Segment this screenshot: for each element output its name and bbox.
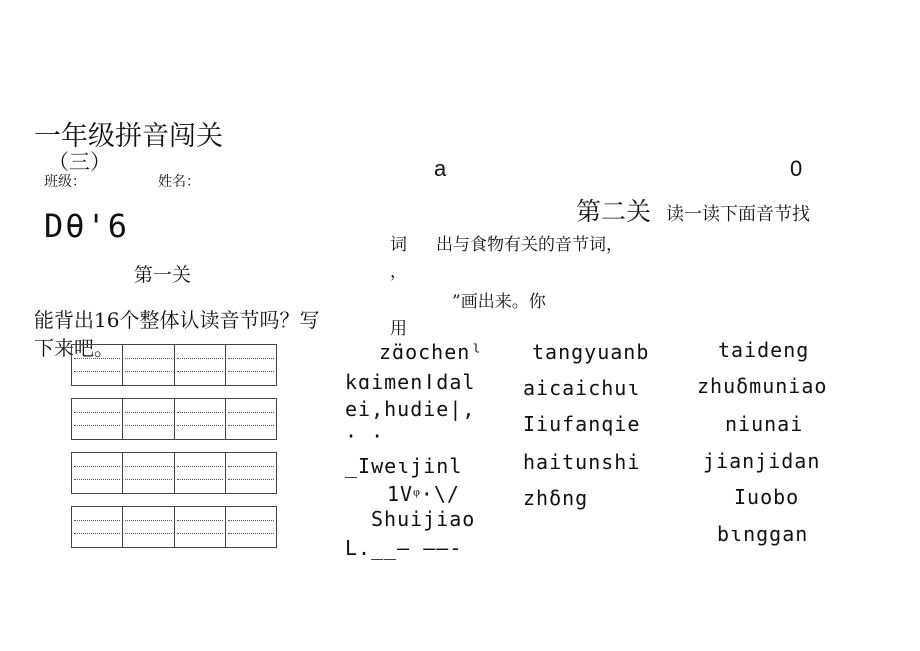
pinyin-word[interactable]: jianjidan xyxy=(703,449,821,473)
page-subtitle: （三） xyxy=(48,150,111,174)
writing-grid-row[interactable] xyxy=(71,506,277,548)
pinyin-word[interactable]: tangyuanb xyxy=(532,340,650,364)
writing-cell[interactable] xyxy=(175,453,226,493)
instruction-fragment: ”画出来。你 xyxy=(452,292,546,312)
instruction-fragment: 用 xyxy=(390,319,407,339)
writing-cell[interactable] xyxy=(175,345,226,385)
pinyin-word[interactable]: ei,hudie|, xyxy=(345,397,476,421)
instruction-fragment: 词 xyxy=(390,235,407,255)
pinyin-word: 1Vᵠ·\/ xyxy=(387,482,460,506)
pinyin-word[interactable]: haitunshi xyxy=(523,450,641,474)
page-title: 一年级拼音闯关 xyxy=(34,121,223,152)
writing-grid-row[interactable] xyxy=(71,398,277,440)
writing-cell[interactable] xyxy=(226,453,276,493)
writing-cell[interactable] xyxy=(123,507,174,547)
writing-cell[interactable] xyxy=(123,453,174,493)
level2-heading: 第二关 xyxy=(576,197,652,226)
letter-o: 0 xyxy=(790,156,803,181)
letter-a: a xyxy=(434,156,447,181)
pinyin-word[interactable]: Iuobo xyxy=(734,485,800,509)
pinyin-word[interactable]: zhδng xyxy=(523,486,589,510)
pinyin-word[interactable]: niunai xyxy=(725,412,804,436)
pinyin-word[interactable]: _Iweɩjinl xyxy=(345,454,463,478)
writing-cell[interactable] xyxy=(226,345,276,385)
writing-cell[interactable] xyxy=(175,399,226,439)
pinyin-word[interactable]: kɑimenǀdal xyxy=(345,370,476,394)
writing-cell[interactable] xyxy=(72,345,123,385)
pinyin-word: · · xyxy=(345,424,385,448)
writing-cell[interactable] xyxy=(226,507,276,547)
name-label: 姓名： xyxy=(158,174,200,190)
writing-cell[interactable] xyxy=(123,399,174,439)
writing-cell[interactable] xyxy=(175,507,226,547)
pinyin-word[interactable]: Iiufanqie xyxy=(523,412,641,436)
level1-task: 能背出16个整体认读音节吗？写下来吧。 xyxy=(34,308,320,360)
writing-grid-row[interactable] xyxy=(71,344,277,386)
level2-description: 读一读下面音节找 xyxy=(666,204,810,225)
garbled-text: Dθ'6 xyxy=(44,207,130,245)
pinyin-word: L.__– ––- xyxy=(345,536,463,560)
writing-grid-row[interactable] xyxy=(71,452,277,494)
level1-heading: 第一关 xyxy=(134,264,192,286)
pinyin-word[interactable]: taideng xyxy=(718,338,810,362)
writing-cell[interactable] xyxy=(72,453,123,493)
instruction-fragment: 出与食物有关的音节词， xyxy=(436,235,623,255)
pinyin-word[interactable]: Shuijiao xyxy=(371,507,476,531)
writing-cell[interactable] xyxy=(72,399,123,439)
writing-cell[interactable] xyxy=(123,345,174,385)
pinyin-word[interactable]: aicaichuɩ xyxy=(523,376,641,400)
pinyin-word[interactable]: zɑ̈ochenˡ xyxy=(379,340,484,364)
instruction-fragment: ， xyxy=(390,262,407,282)
class-label: 班级： xyxy=(44,174,86,190)
writing-cell[interactable] xyxy=(226,399,276,439)
pinyin-word[interactable]: bɩnggan xyxy=(717,522,809,546)
pinyin-word[interactable]: zhuδmuniao xyxy=(697,374,828,398)
writing-cell[interactable] xyxy=(72,507,123,547)
